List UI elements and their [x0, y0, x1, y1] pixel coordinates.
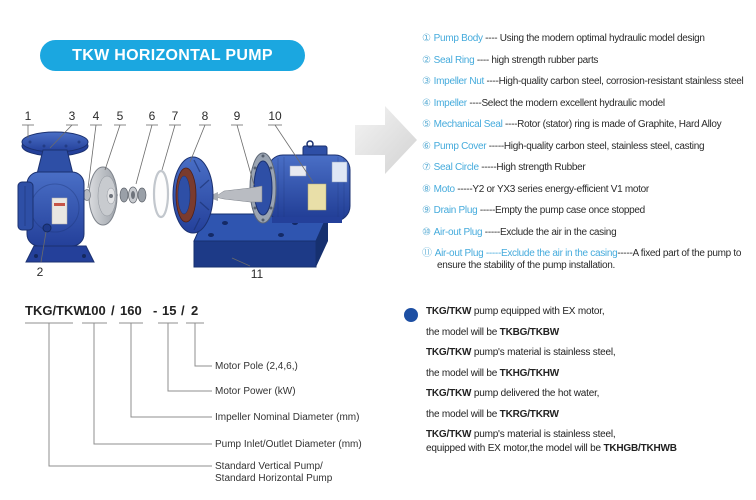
parts-list-item	[422, 162, 756, 174]
part-name: Seal Circle	[433, 162, 479, 173]
parts-list	[422, 33, 756, 282]
item-number-badge: ①	[422, 33, 431, 44]
part-number-label: 7	[171, 109, 179, 123]
part-name: Pump Cover	[433, 140, 487, 152]
variant-condition: TKG/TKW pump's material is stainless steel,	[426, 347, 616, 358]
part-name: Impeller	[433, 97, 467, 109]
part-number-label: 1	[24, 109, 32, 123]
model-segment: 100	[84, 303, 106, 318]
variant-condition: TKG/TKW pump delivered the hot water,	[426, 388, 600, 399]
motor-shape	[207, 141, 350, 223]
variant-condition: TKG/TKW pump equipped with EX motor,	[426, 306, 605, 317]
part-name: Air-out Plug	[433, 226, 483, 238]
bullet-icon	[404, 308, 418, 322]
parts-list-item	[422, 227, 756, 239]
model-label-inlet-outlet: Pump Inlet/Outlet Diameter (mm)	[215, 439, 362, 450]
part-name: Air-out Plug -----Exclude the air in the casing	[434, 248, 618, 259]
parts-list-item	[422, 33, 756, 45]
part-description: ---- Using the modern optimal hydraulic model design	[482, 33, 705, 44]
item-number-badge: ⑩	[422, 226, 431, 238]
part-description: -----Exclude the air in the casing	[482, 226, 617, 238]
part-number-label: 3	[68, 109, 76, 123]
part-number-label: 6	[148, 109, 156, 123]
variant-result: the model will be TKBG/TKBW	[426, 326, 559, 338]
pump-body-shape	[18, 132, 94, 262]
variant-condition: TKG/TKW pump's material is stainless steel,	[426, 429, 616, 440]
part-number-label: 8	[201, 109, 209, 123]
part-number-label: 5	[116, 109, 124, 123]
parts-list-item	[422, 76, 756, 88]
item-number-badge: ⑥	[422, 140, 431, 152]
model-code-diagram	[15, 293, 405, 498]
pump-cover-shape	[173, 157, 213, 233]
model-tree-lines	[25, 323, 212, 466]
part-description: -----High strength Rubber	[478, 162, 586, 173]
part-description: -----High-quality carbon steel, stainless steel, casting	[486, 140, 705, 152]
item-number-badge: ⑪	[422, 248, 432, 259]
right-block-arrow-icon	[355, 106, 417, 174]
variant-result: the model will be TKHG/TKHW	[426, 367, 559, 379]
parts-list-item	[422, 205, 756, 217]
parts-list-item	[422, 248, 756, 272]
item-number-badge: ⑧	[422, 183, 431, 195]
model-separator: /	[111, 303, 115, 318]
part-name: Drain Plug	[433, 205, 478, 216]
item-number-badge: ③	[422, 76, 431, 87]
part-description: ----High-quality carbon steel, corrosion-resistant stainless steel	[483, 76, 744, 87]
title-banner	[40, 40, 305, 71]
part-name: Moto	[433, 183, 455, 195]
model-label-standard-vertical: Standard Vertical Pump/	[215, 461, 323, 472]
seal-circle-shape	[154, 171, 168, 217]
parts-list-item	[422, 55, 756, 67]
part-number-label: 4	[92, 109, 100, 123]
variant-entry	[426, 347, 752, 380]
part-number-label: 2	[36, 265, 44, 279]
model-segment: 160	[120, 303, 142, 318]
item-number-badge: ⑨	[422, 205, 431, 216]
model-segment: 2	[191, 303, 199, 318]
item-number-badge: ⑦	[422, 162, 431, 173]
variant-entry	[426, 388, 752, 421]
part-name: Pump Body	[433, 33, 483, 44]
impeller-nut-shape	[84, 190, 91, 201]
parts-list-item	[422, 98, 756, 110]
item-number-badge: ④	[422, 97, 431, 109]
part-number-label: 11	[250, 267, 264, 281]
part-description: ----Rotor (stator) ring is made of Graphite, Hard Alloy	[502, 119, 722, 130]
page-title: TKW HORIZONTAL PUMP	[72, 46, 273, 64]
model-label-impeller-diameter: Impeller Nominal Diameter (mm)	[215, 412, 360, 423]
part-name: Mechanical Seal	[433, 119, 503, 130]
model-label-standard-horizontal: Standard Horizontal Pump	[215, 473, 333, 484]
part-description: -----Y2 or YX3 series energy-efficient V1 motor	[454, 183, 649, 195]
part-description: ---- high strength rubber parts	[474, 54, 599, 66]
model-segment: 15	[162, 303, 177, 318]
variant-result: equipped with EX motor,the model will be TKHGB/TKHWB	[426, 443, 677, 454]
variant-result: the model will be TKRG/TKRW	[426, 408, 559, 420]
model-label-motor-pole: Motor Pole (2,4,6,)	[215, 361, 298, 372]
part-number-label: 10	[268, 109, 282, 123]
parts-list-item	[422, 119, 756, 131]
item-number-badge: ②	[422, 54, 431, 66]
part-description: -----Empty the pump case once stopped	[477, 205, 645, 216]
impeller-shape	[89, 167, 117, 225]
item-number-badge: ⑤	[422, 119, 431, 130]
variant-entry	[426, 429, 752, 455]
part-description: ----Select the modern excellent hydraulic model	[466, 97, 665, 109]
part-name: Seal Ring	[433, 54, 475, 66]
part-name: Impeller Nut	[433, 76, 484, 87]
parts-list-item	[422, 184, 756, 196]
pump-exploded-diagram	[10, 100, 425, 295]
part-number-label: 9	[233, 109, 241, 123]
variant-entry	[426, 306, 752, 339]
model-separator: -	[153, 303, 158, 318]
model-segment: TKG/TKW	[25, 303, 86, 318]
model-label-motor-power: Motor Power (kW)	[215, 386, 296, 397]
model-separator: /	[181, 303, 185, 318]
part-description: -----A fixed part of the pump to ensure the stability of the pump installation.	[437, 248, 742, 271]
model-variants	[426, 306, 752, 464]
parts-list-item	[422, 141, 756, 153]
